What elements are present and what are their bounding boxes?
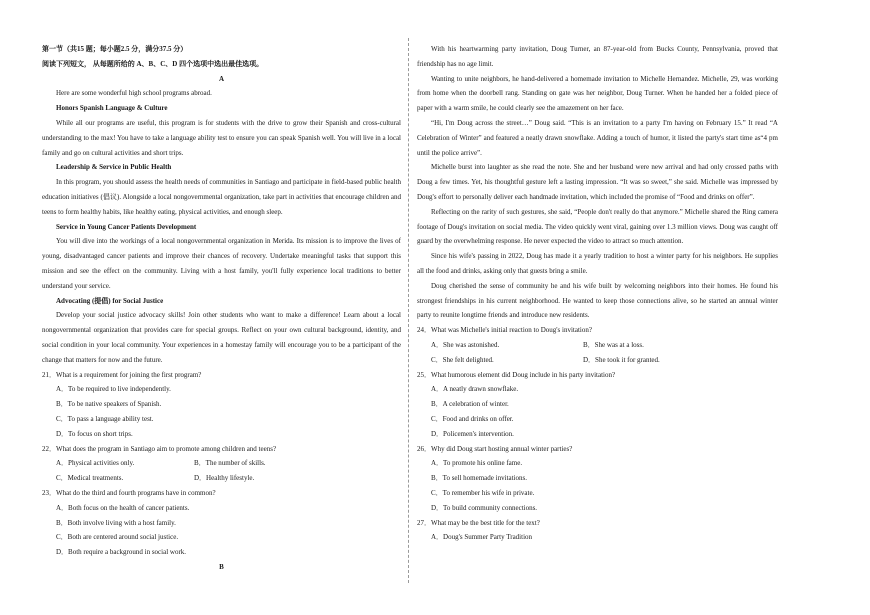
q23-option-a: A．Both focus on the health of cancer patients. [56,503,190,512]
left-column [42,42,401,575]
q22-option-c: C．Medical treatments. [56,474,124,483]
q27-option-a: A．Doug's Summer Party Tradition [431,533,533,542]
question-21: 21．What is a requirement for joining the first program? [42,370,202,379]
question-25: 25．What humorous element did Doug include in his party invitation? [417,370,616,379]
q21-option-a: A．To be required to live independently. [56,385,171,394]
program-2-body: In this program, you should assess the health needs of communities in Santiago and participate in field-based public health education initiatives (倡议). Alongside a local nongovernmental organization, take part in activities that encourage children and teens to form healthy habits, like healthy eating, physical activities, and enough sleep. [42,178,401,216]
q21-option-c: C．To pass a language ability test. [56,414,154,423]
q25-option-b: B．A celebration of winter. [431,400,509,409]
q24-option-c: C．She felt delighted. [431,355,494,364]
q26-option-b: B．To sell homemade invitations. [431,474,527,483]
q25-option-a: A．A neatly drawn snowflake. [431,385,519,394]
column-divider [408,38,409,583]
question-23: 23．What do the third and fourth programs have in common? [42,488,216,497]
q23-option-d: D．Both require a background in social work. [56,548,187,557]
q25-option-c: C．Food and drinks on offer. [431,414,514,423]
q26-option-c: C．To remember his wife in private. [431,488,535,497]
q23-option-b: B．Both involve living with a host family. [56,518,176,527]
question-26: 26．Why did Doug start hosting annual winter parties? [417,444,573,453]
passage-b-label: B [219,562,224,571]
passage-b-para-2: Wanting to unite neighbors, he hand-delivered a homemade invitation to Michelle Hernandez. Michelle, 29, was working from home when the doorbell rang. Standing on gate was her neighbor, Doug Turner. When he handed her a folded piece of paper with a warm smile, he could clearly see the amazement on her face. [417,74,778,113]
q22-option-d: D．Healthy lifestyle. [194,474,255,483]
passage-b-para-3: “Hi, I'm Doug across the street…” Doug said. “This is an invitation to a party I'm having on February 15.” It read “A Celebration of Winter” and featured a neatly drawn snowflake. Adding a touch of humor, it listed the party's start time as“4 pm until the police arrive”. [417,118,778,157]
q24-option-a: A．She was astonished. [431,340,500,349]
passage-b-para-4: Michelle burst into laughter as she read the note. She and her husband were new arrival and had only crossed paths with Doug a few times. Yet, his thoughtful gesture left a lasting impression. “It was so sweet,” she said. Michelle was impressed by Doug's effort to personally deliver each handmade invitation, which included the promise of “Food and drinks on offer”. [417,163,778,201]
passage-a-label: A [218,74,225,83]
q26-option-a: A．To promote his online fame. [431,459,523,468]
q22-option-a: A．Physical activities only. [56,459,135,468]
q24-option-d: D．She took it for granted. [583,355,660,364]
q21-option-d: D．To focus on short trips. [56,429,133,438]
q23-option-c: C．Both are centered around social justice. [56,533,179,542]
q22-options-row-1 [42,456,401,471]
program-4-title: Advocating (提倡) for Social Justice [56,296,164,305]
question-22: 22．What does the program in Santiago aim to promote among children and teens? [42,444,277,453]
q26-option-d: D．To build community connections. [431,503,538,512]
program-1-body: While all our programs are useful, this program is for students with the drive to grow their Spanish and cross-cultural understanding to the max! You have to take a language ability test to ensure you can speak Spanish well. You will live in a local family and go on cultural activities and short trips. [42,118,401,157]
q22-options-row-2 [42,471,401,486]
program-1-title: Honors Spanish Language & Culture [56,104,168,113]
right-column [417,42,778,545]
question-24: 24．What was Michelle's initial reaction to Doug's invitation? [417,326,592,335]
q24-options-row-1 [417,338,778,353]
passage-a-intro: Here are some wonderful high school programs abroad. [56,89,212,98]
section-header: 第一节（共15 题；每小题2.5 分，满分37.5 分） [42,45,188,53]
program-4-body: Develop your social justice advocacy skills! Join other students who want to make a difference! Learn about a local nongovernmental organization that provides care for special groups. Reflect on your own cultural background, identity, and social condition in your local community. Your experiences in a homestay family will encourage you to be a participant of the change that matters for now and the future. [42,311,401,364]
passage-b-para-1: With his heartwarming party invitation, Doug Turner, an 87-year-old from Bucks County, Pennsylvania, proved that friendship has no age limit. [417,45,778,68]
q24-options-row-2 [417,353,778,368]
passage-b-para-5: Reflecting on the rarity of such gestures, she said, “People don't really do that anymore.” Michelle shared the Ring camera footage of Doug's invitation on social media. The video quickly went viral, gaining over 1.3 million views. Doug was caught off guard by the overwhelming response. He never expected the video to attract so much attention. [417,207,778,246]
instructions: 阅读下列短文， 从每题所给的 A、B、C、D 四个选项中选出最佳选项。 [42,59,264,68]
q21-option-b: B．To be native speakers of Spanish. [56,400,162,409]
q25-option-d: D．Policemen's intervention. [431,429,514,438]
question-27: 27．What may be the best title for the text? [417,518,540,527]
q24-option-b: B．She was at a loss. [583,340,644,349]
program-3-body: You will dive into the workings of a local nongovernmental organization in Merida. Its mission is to improve the lives of young, disadvantaged cancer patients and improve their chances of recovery. Undertake meaningful tasks that support this mission and see the effect on the community. Living with a host family, you'll fully experience local traditions to better understand your service. [42,237,401,290]
passage-b-para-7: Doug cherished the sense of community he and his wife built by welcoming neighbors into their homes. He found his strongest friendships in his current neighborhood. He wanted to keep those connections alive, so he started an annual winter party to reunite longtime friends and introduce new residents. [417,281,778,320]
program-2-title: Leadership & Service in Public Health [56,163,172,172]
q22-option-b: B．The number of skills. [194,459,266,468]
program-3-title: Service in Young Cancer Patients Development [56,222,197,231]
passage-b-para-6: Since his wife's passing in 2022, Doug has made it a yearly tradition to host a winter party for his neighbors. He supplies all the food and drinks, asking only that guests bring a smile. [417,252,778,275]
